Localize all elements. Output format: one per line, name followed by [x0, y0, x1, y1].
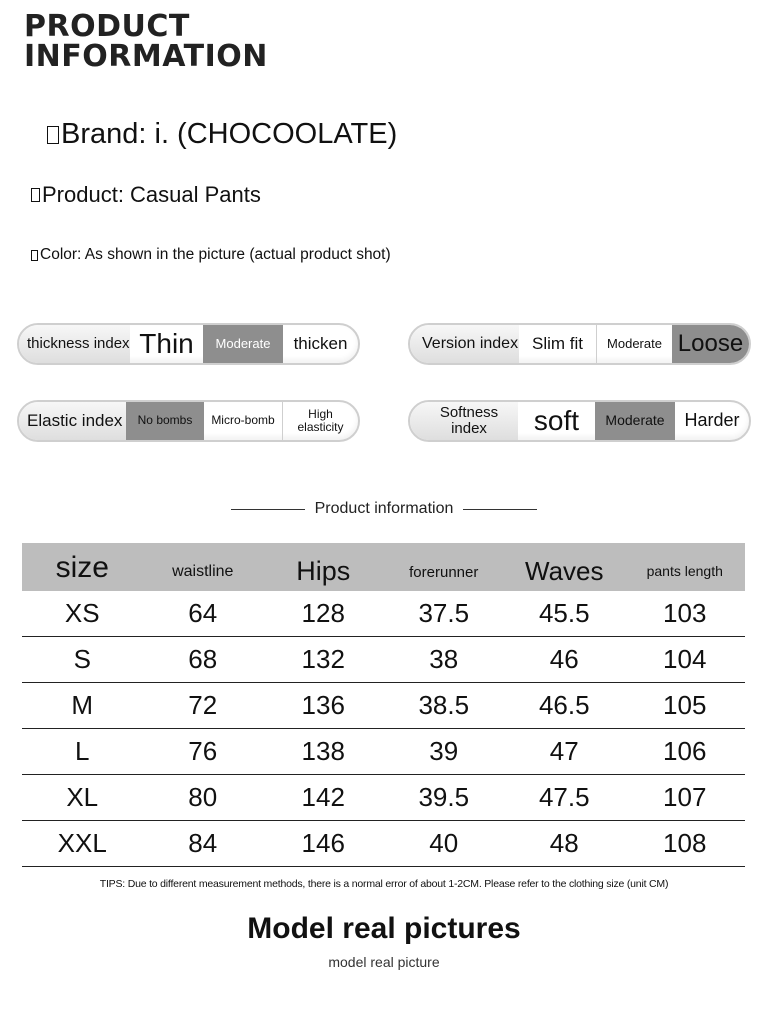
- spec-product: [31, 182, 261, 208]
- cell-forerunner: 40: [429, 828, 459, 858]
- model-section-subtitle: model real picture: [328, 954, 440, 970]
- product-info-heading-text: Product information: [314, 500, 454, 517]
- cell-forerunner: 39.5: [418, 782, 470, 812]
- cell-waistline: 76: [188, 736, 218, 766]
- size-table: [22, 543, 745, 867]
- header-waves: Waves: [525, 556, 604, 586]
- cell-forerunner: 39: [429, 736, 459, 766]
- cell-forerunner: 37.5: [418, 598, 470, 628]
- model-section-title: Model real pictures: [247, 912, 521, 945]
- cell-hips: 136: [301, 690, 345, 720]
- cell-hips: 132: [301, 644, 345, 674]
- thickness-option-thin: Thin: [139, 327, 194, 359]
- cell-pants-length: 106: [663, 736, 707, 766]
- spec-color-text: Color: As shown in the picture (actual product shot): [40, 246, 391, 263]
- cell-waistline: 84: [188, 828, 218, 858]
- thickness-index-label: thickness index: [19, 325, 130, 363]
- elastic-option-high-elasticity: High elasticity: [282, 402, 358, 440]
- cell-waves: 47: [549, 736, 579, 766]
- thickness-option-moderate: Moderate: [203, 325, 283, 363]
- cell-pants-length: 107: [663, 782, 707, 812]
- measurement-tips: TIPS: Due to different measurement methods, there is a normal error of about 1-2CM. Please refer to the clothing size (unit CM): [99, 878, 669, 890]
- table-row: [22, 637, 745, 683]
- version-option-loose: Loose: [672, 325, 749, 363]
- header-hips: Hips: [296, 556, 351, 586]
- cell-forerunner: 38.5: [418, 690, 470, 720]
- divider-left: [231, 509, 305, 510]
- softness-option-soft: soft: [533, 404, 580, 436]
- product-info-heading: [0, 500, 768, 518]
- softness-index-bar: [408, 400, 751, 442]
- table-row: [22, 683, 745, 729]
- divider-right: [463, 509, 537, 510]
- cell-waves: 47.5: [538, 782, 590, 812]
- cell-pants-length: 104: [663, 644, 707, 674]
- elastic-option-no-bombs: No bombs: [126, 402, 204, 440]
- softness-option-moderate: Moderate: [595, 402, 675, 440]
- cell-pants-length: 103: [663, 598, 707, 628]
- bullet-box-icon: [47, 126, 59, 144]
- cell-hips: 138: [301, 736, 345, 766]
- cell-waistline: 68: [188, 644, 218, 674]
- page-title: [24, 9, 268, 74]
- version-index-bar: [408, 323, 751, 365]
- spec-brand-text: Brand: i. (CHOCOOLATE): [61, 118, 398, 150]
- header-pants-length: pants length: [646, 563, 723, 579]
- cell-waistline: 72: [188, 690, 218, 720]
- cell-waistline: 80: [188, 782, 218, 812]
- header-waistline: waistline: [172, 563, 234, 580]
- cell-waves: 48: [549, 828, 579, 858]
- cell-forerunner: 38: [429, 644, 459, 674]
- cell-hips: 128: [301, 598, 345, 628]
- cell-waistline: 64: [188, 598, 218, 628]
- cell-size: M: [71, 690, 94, 720]
- elastic-index-bar: [17, 400, 360, 442]
- softness-option-harder: Harder: [684, 410, 740, 431]
- cell-hips: 146: [301, 828, 345, 858]
- cell-waves: 46.5: [538, 690, 590, 720]
- size-table-header: [22, 543, 745, 591]
- page-title-line2: INFORMATION: [24, 39, 268, 74]
- cell-hips: 142: [301, 782, 345, 812]
- spec-color: [31, 246, 391, 264]
- spec-product-text: Product: Casual Pants: [42, 182, 261, 207]
- cell-size: L: [75, 736, 90, 766]
- table-row: [22, 821, 745, 867]
- spec-brand: [47, 118, 397, 151]
- thickness-option-thicken: thicken: [293, 333, 348, 353]
- cell-size: XS: [64, 598, 100, 628]
- version-option-slim-fit: Slim fit: [532, 333, 583, 353]
- cell-size: XXL: [57, 828, 107, 858]
- cell-pants-length: 108: [663, 828, 707, 858]
- bullet-box-icon: [31, 250, 38, 261]
- cell-pants-length: 105: [663, 690, 707, 720]
- softness-index-label: Softness index: [410, 402, 518, 440]
- cell-waves: 45.5: [538, 598, 590, 628]
- cell-size: XL: [66, 782, 99, 812]
- version-index-label: Version index: [410, 325, 519, 363]
- elastic-option-micro-bomb: Micro-bomb: [211, 413, 275, 428]
- elastic-index-label: Elastic index: [19, 402, 126, 440]
- table-row: [22, 775, 745, 821]
- table-row: [22, 729, 745, 775]
- cell-waves: 46: [549, 644, 579, 674]
- cell-size: S: [73, 644, 91, 674]
- header-forerunner: forerunner: [409, 564, 479, 581]
- table-row: [22, 591, 745, 637]
- bullet-box-icon: [31, 188, 40, 202]
- thickness-index-bar: [17, 323, 360, 365]
- version-option-moderate: Moderate: [596, 325, 672, 363]
- header-size: size: [55, 551, 109, 584]
- page-title-line1: PRODUCT: [24, 9, 190, 44]
